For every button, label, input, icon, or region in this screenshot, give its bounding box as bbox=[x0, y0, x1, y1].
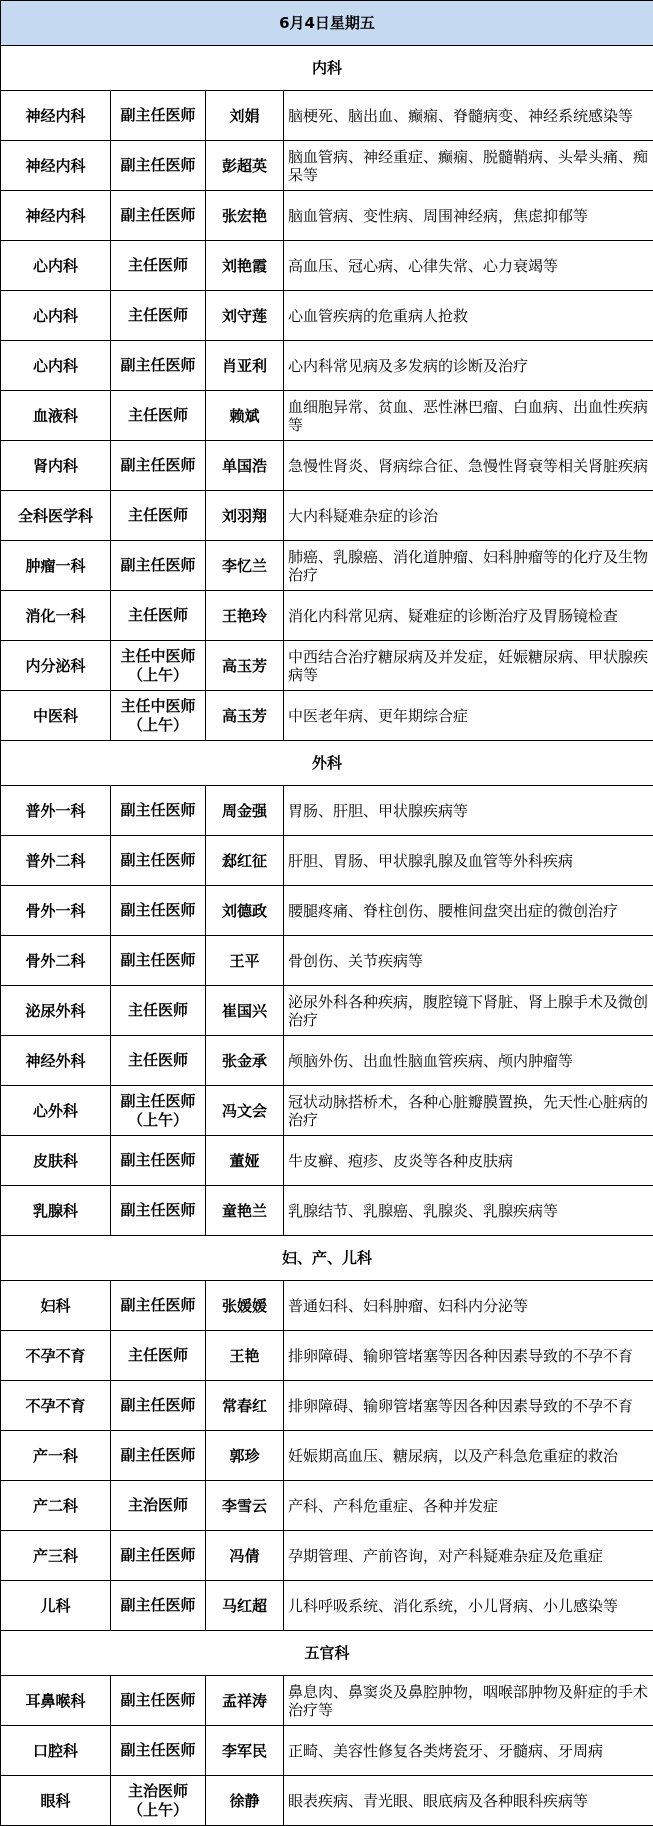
doctor-title-cell bbox=[111, 1036, 206, 1086]
doctor-title-cell bbox=[111, 1186, 206, 1236]
section-header-row bbox=[1, 741, 653, 786]
specialty-cell: 消化内科常见病、疑难症的诊断治疗及胃肠镜检查 bbox=[284, 591, 653, 641]
department-cell: 肿瘤一科 bbox=[1, 541, 111, 591]
doctor-name-cell: 崔国兴 bbox=[206, 986, 284, 1036]
doctor-name-cell: 徐静 bbox=[206, 1776, 284, 1826]
specialty-cell: 腰腿疼痛、脊柱创伤、腰椎间盘突出症的微创治疗 bbox=[284, 886, 653, 936]
department-cell: 神经外科 bbox=[1, 1036, 111, 1086]
department-cell: 耳鼻喉科 bbox=[1, 1676, 111, 1726]
doctor-name-cell: 李忆兰 bbox=[206, 541, 284, 591]
doctor-title: 副主任医师 bbox=[111, 1092, 205, 1111]
section-header-row bbox=[1, 1631, 653, 1676]
doctor-title-cell bbox=[111, 1136, 206, 1186]
doctor-title-cell bbox=[111, 1431, 206, 1481]
specialty-cell: 排卵障碍、输卵管堵塞等因各种因素导致的不孕不育 bbox=[284, 1381, 653, 1431]
department-cell: 眼科 bbox=[1, 1776, 111, 1826]
specialty-cell: 普通妇科、妇科肿瘤、妇科内分泌等 bbox=[284, 1281, 653, 1331]
doctor-name-cell: 周金强 bbox=[206, 786, 284, 836]
doctor-title: 主任医师 bbox=[111, 256, 205, 275]
department-cell: 产二科 bbox=[1, 1481, 111, 1531]
doctor-title-cell bbox=[111, 836, 206, 886]
table-row bbox=[1, 391, 653, 441]
doctor-name-cell: 彭超英 bbox=[206, 141, 284, 191]
doctor-title-cell bbox=[111, 986, 206, 1036]
doctor-title: 副主任医师 bbox=[111, 801, 205, 820]
doctor-name-cell: 赖斌 bbox=[206, 391, 284, 441]
title-row bbox=[1, 1, 653, 46]
doctor-name-cell: 董娅 bbox=[206, 1136, 284, 1186]
doctor-title-cell bbox=[111, 1281, 206, 1331]
table-row bbox=[1, 1381, 653, 1431]
table-row bbox=[1, 441, 653, 491]
specialty-cell: 妊娠期高血压、糖尿病，以及产科急危重症的救治 bbox=[284, 1431, 653, 1481]
doctor-title-cell bbox=[111, 541, 206, 591]
table-row bbox=[1, 91, 653, 141]
specialty-cell: 肝胆、胃肠、甲状腺乳腺及血管等外科疾病 bbox=[284, 836, 653, 886]
doctor-name-cell: 王艳玲 bbox=[206, 591, 284, 641]
doctor-name-cell: 常春红 bbox=[206, 1381, 284, 1431]
specialty-cell: 孕期管理、产前咨询，对产科疑难杂症及危重症 bbox=[284, 1531, 653, 1581]
table-row bbox=[1, 886, 653, 936]
doctor-title-cell bbox=[111, 1331, 206, 1381]
doctor-name-cell: 张媛媛 bbox=[206, 1281, 284, 1331]
doctor-title-cell bbox=[111, 241, 206, 291]
specialty-cell: 颅脑外伤、出血性脑血管疾病、颅内肿瘤等 bbox=[284, 1036, 653, 1086]
doctor-session: （上午） bbox=[111, 716, 205, 735]
specialty-cell: 中医老年病、更年期综合症 bbox=[284, 691, 653, 741]
section-title: 妇、产、儿科 bbox=[1, 1236, 653, 1281]
section-title: 外科 bbox=[1, 741, 653, 786]
department-cell: 中医科 bbox=[1, 691, 111, 741]
table-row bbox=[1, 541, 653, 591]
doctor-title: 副主任医师 bbox=[111, 206, 205, 225]
doctor-title: 副主任医师 bbox=[111, 1296, 205, 1315]
doctor-title: 主任医师 bbox=[111, 606, 205, 625]
doctor-title: 主任医师 bbox=[111, 1346, 205, 1365]
doctor-title-cell bbox=[111, 441, 206, 491]
doctor-title: 副主任医师 bbox=[111, 1691, 205, 1710]
doctor-title: 主任医师 bbox=[111, 306, 205, 325]
department-cell: 血液科 bbox=[1, 391, 111, 441]
doctor-title-cell bbox=[111, 491, 206, 541]
doctor-title: 副主任医师 bbox=[111, 1546, 205, 1565]
section-header-row bbox=[1, 1236, 653, 1281]
section-header-row bbox=[1, 46, 653, 91]
table-row bbox=[1, 1431, 653, 1481]
doctor-title-cell bbox=[111, 1381, 206, 1431]
table-row bbox=[1, 691, 653, 741]
doctor-title-cell bbox=[111, 341, 206, 391]
doctor-name-cell: 郭珍 bbox=[206, 1431, 284, 1481]
table-row bbox=[1, 1776, 653, 1826]
doctor-title: 副主任医师 bbox=[111, 106, 205, 125]
doctor-title: 副主任医师 bbox=[111, 156, 205, 175]
table-row bbox=[1, 936, 653, 986]
doctor-name-cell: 高玉芳 bbox=[206, 641, 284, 691]
department-cell: 产三科 bbox=[1, 1531, 111, 1581]
specialty-cell: 胃肠、肝胆、甲状腺疾病等 bbox=[284, 786, 653, 836]
doctor-title-cell bbox=[111, 1676, 206, 1726]
doctor-title-cell bbox=[111, 191, 206, 241]
doctor-name-cell: 郄红征 bbox=[206, 836, 284, 886]
doctor-name-cell: 张金承 bbox=[206, 1036, 284, 1086]
specialty-cell: 肺癌、乳腺癌、消化道肿瘤、妇科肿瘤等的化疗及生物治疗 bbox=[284, 541, 653, 591]
department-cell: 心内科 bbox=[1, 341, 111, 391]
doctor-title: 副主任医师 bbox=[111, 1396, 205, 1415]
doctor-name-cell: 冯倩 bbox=[206, 1531, 284, 1581]
doctor-title-cell bbox=[111, 391, 206, 441]
doctor-title: 主任医师 bbox=[111, 1001, 205, 1020]
doctor-name-cell: 冯文会 bbox=[206, 1086, 284, 1136]
doctor-name-cell: 刘德政 bbox=[206, 886, 284, 936]
specialty-cell: 心血管疾病的危重病人抢救 bbox=[284, 291, 653, 341]
doctor-title: 副主任医师 bbox=[111, 356, 205, 375]
doctor-title-cell bbox=[111, 1086, 206, 1136]
department-cell: 普外一科 bbox=[1, 786, 111, 836]
doctor-title: 主任中医师 bbox=[111, 697, 205, 716]
specialty-cell: 乳腺结节、乳腺癌、乳腺炎、乳腺疾病等 bbox=[284, 1186, 653, 1236]
department-cell: 产一科 bbox=[1, 1431, 111, 1481]
department-cell: 神经内科 bbox=[1, 141, 111, 191]
doctor-title-cell bbox=[111, 691, 206, 741]
department-cell: 儿科 bbox=[1, 1581, 111, 1631]
specialty-cell: 急慢性肾炎、肾病综合征、急慢性肾衰等相关肾脏疾病 bbox=[284, 441, 653, 491]
doctor-name-cell: 马红超 bbox=[206, 1581, 284, 1631]
doctor-title: 副主任医师 bbox=[111, 1446, 205, 1465]
doctor-title-cell bbox=[111, 786, 206, 836]
specialty-cell: 脑梗死、脑出血、癫痫、脊髓病变、神经系统感染等 bbox=[284, 91, 653, 141]
doctor-name-cell: 刘娟 bbox=[206, 91, 284, 141]
doctor-title: 副主任医师 bbox=[111, 901, 205, 920]
specialty-cell: 牛皮癣、疱疹、皮炎等各种皮肤病 bbox=[284, 1136, 653, 1186]
doctor-title-cell bbox=[111, 886, 206, 936]
doctor-title-cell bbox=[111, 1776, 206, 1826]
doctor-title: 副主任医师 bbox=[111, 851, 205, 870]
doctor-title-cell bbox=[111, 641, 206, 691]
table-row bbox=[1, 491, 653, 541]
table-row bbox=[1, 191, 653, 241]
doctor-title: 主治医师 bbox=[111, 1496, 205, 1515]
doctor-session: （上午） bbox=[111, 666, 205, 685]
department-cell: 肾内科 bbox=[1, 441, 111, 491]
table-row bbox=[1, 1676, 653, 1726]
doctor-title-cell bbox=[111, 1481, 206, 1531]
doctor-name-cell: 刘羽翔 bbox=[206, 491, 284, 541]
doctor-title-cell bbox=[111, 1581, 206, 1631]
doctor-title: 副主任医师 bbox=[111, 456, 205, 475]
doctor-title: 副主任医师 bbox=[111, 951, 205, 970]
specialty-cell: 产科、产科危重症、各种并发症 bbox=[284, 1481, 653, 1531]
department-cell: 乳腺科 bbox=[1, 1186, 111, 1236]
specialty-cell: 冠状动脉搭桥术，各种心脏瓣膜置换，先天性心脏病的治疗 bbox=[284, 1086, 653, 1136]
doctor-name-cell: 单国浩 bbox=[206, 441, 284, 491]
doctor-name-cell: 李雪云 bbox=[206, 1481, 284, 1531]
specialty-cell: 高血压、冠心病、心律失常、心力衰竭等 bbox=[284, 241, 653, 291]
section-title: 内科 bbox=[1, 46, 653, 91]
specialty-cell: 眼表疾病、青光眼、眼底病及各种眼科疾病等 bbox=[284, 1776, 653, 1826]
doctor-name-cell: 张宏艳 bbox=[206, 191, 284, 241]
department-cell: 皮肤科 bbox=[1, 1136, 111, 1186]
doctor-name-cell: 刘守莲 bbox=[206, 291, 284, 341]
specialty-cell: 血细胞异常、贫血、恶性淋巴瘤、白血病、出血性疾病等 bbox=[284, 391, 653, 441]
department-cell: 妇科 bbox=[1, 1281, 111, 1331]
table-row bbox=[1, 291, 653, 341]
table-row bbox=[1, 986, 653, 1036]
table-row bbox=[1, 591, 653, 641]
doctor-name-cell: 王艳 bbox=[206, 1331, 284, 1381]
doctor-title: 主任中医师 bbox=[111, 647, 205, 666]
doctor-title: 主任医师 bbox=[111, 406, 205, 425]
specialty-cell: 脑血管病、变性病、周围神经病，焦虑抑郁等 bbox=[284, 191, 653, 241]
doctor-title-cell bbox=[111, 141, 206, 191]
table-row bbox=[1, 641, 653, 691]
doctor-title: 副主任医师 bbox=[111, 1151, 205, 1170]
doctor-title: 主任医师 bbox=[111, 1051, 205, 1070]
department-cell: 泌尿外科 bbox=[1, 986, 111, 1036]
table-row bbox=[1, 836, 653, 886]
department-cell: 骨外二科 bbox=[1, 936, 111, 986]
department-cell: 不孕不育 bbox=[1, 1381, 111, 1431]
specialty-cell: 儿科呼吸系统、消化系统，小儿肾病、小儿感染等 bbox=[284, 1581, 653, 1631]
specialty-cell: 泌尿外科各种疾病，腹腔镜下肾脏、肾上腺手术及微创治疗 bbox=[284, 986, 653, 1036]
department-cell: 骨外一科 bbox=[1, 886, 111, 936]
department-cell: 普外二科 bbox=[1, 836, 111, 886]
doctor-session: （上午） bbox=[111, 1111, 205, 1130]
doctor-session: （上午） bbox=[111, 1801, 205, 1820]
specialty-cell: 正畸、美容性修复各类烤瓷牙、牙髓病、牙周病 bbox=[284, 1726, 653, 1776]
doctor-title: 副主任医师 bbox=[111, 1741, 205, 1760]
specialty-cell: 脑血管病、神经重症、癫痫、脱髓鞘病、头晕头痛、痴呆等 bbox=[284, 141, 653, 191]
table-row bbox=[1, 1726, 653, 1776]
doctor-name-cell: 高玉芳 bbox=[206, 691, 284, 741]
table-row bbox=[1, 141, 653, 191]
doctor-title-cell bbox=[111, 1726, 206, 1776]
doctor-title-cell bbox=[111, 1531, 206, 1581]
table-row bbox=[1, 1186, 653, 1236]
doctor-title: 主治医师 bbox=[111, 1782, 205, 1801]
specialty-cell: 排卵障碍、输卵管堵塞等因各种因素导致的不孕不育 bbox=[284, 1331, 653, 1381]
doctor-name-cell: 王平 bbox=[206, 936, 284, 986]
specialty-cell: 骨创伤、关节疾病等 bbox=[284, 936, 653, 986]
table-row bbox=[1, 1086, 653, 1136]
table-row bbox=[1, 1481, 653, 1531]
department-cell: 神经内科 bbox=[1, 91, 111, 141]
doctor-title: 副主任医师 bbox=[111, 556, 205, 575]
specialty-cell: 心内科常见病及多发病的诊断及治疗 bbox=[284, 341, 653, 391]
doctor-title-cell bbox=[111, 291, 206, 341]
table-row bbox=[1, 786, 653, 836]
department-cell: 神经内科 bbox=[1, 191, 111, 241]
table-row bbox=[1, 1281, 653, 1331]
department-cell: 心内科 bbox=[1, 241, 111, 291]
doctor-title: 副主任医师 bbox=[111, 1201, 205, 1220]
department-cell: 内分泌科 bbox=[1, 641, 111, 691]
doctor-title-cell bbox=[111, 936, 206, 986]
department-cell: 口腔科 bbox=[1, 1726, 111, 1776]
section-title: 五官科 bbox=[1, 1631, 653, 1676]
doctor-title: 副主任医师 bbox=[111, 1596, 205, 1615]
specialty-cell: 中西结合治疗糖尿病及并发症，妊娠糖尿病、甲状腺疾病等 bbox=[284, 641, 653, 691]
doctor-name-cell: 李军民 bbox=[206, 1726, 284, 1776]
specialty-cell: 鼻息肉、鼻窦炎及鼻腔肿物，咽喉部肿物及鼾症的手术治疗等 bbox=[284, 1676, 653, 1726]
department-cell: 不孕不育 bbox=[1, 1331, 111, 1381]
table-row bbox=[1, 1331, 653, 1381]
table-row bbox=[1, 341, 653, 391]
table-row bbox=[1, 1581, 653, 1631]
doctor-title: 主任医师 bbox=[111, 506, 205, 525]
doctor-title-cell bbox=[111, 591, 206, 641]
doctor-name-cell: 孟祥涛 bbox=[206, 1676, 284, 1726]
page-title: 6月4日星期五 bbox=[1, 1, 653, 46]
table-row bbox=[1, 1531, 653, 1581]
table-row bbox=[1, 1036, 653, 1086]
department-cell: 消化一科 bbox=[1, 591, 111, 641]
doctor-name-cell: 肖亚利 bbox=[206, 341, 284, 391]
doctor-name-cell: 童艳兰 bbox=[206, 1186, 284, 1236]
department-cell: 心外科 bbox=[1, 1086, 111, 1136]
doctor-name-cell: 刘艳霞 bbox=[206, 241, 284, 291]
department-cell: 全科医学科 bbox=[1, 491, 111, 541]
specialty-cell: 大内科疑难杂症的诊治 bbox=[284, 491, 653, 541]
table-row bbox=[1, 1136, 653, 1186]
department-cell: 心内科 bbox=[1, 291, 111, 341]
table-row bbox=[1, 241, 653, 291]
doctor-title-cell bbox=[111, 91, 206, 141]
